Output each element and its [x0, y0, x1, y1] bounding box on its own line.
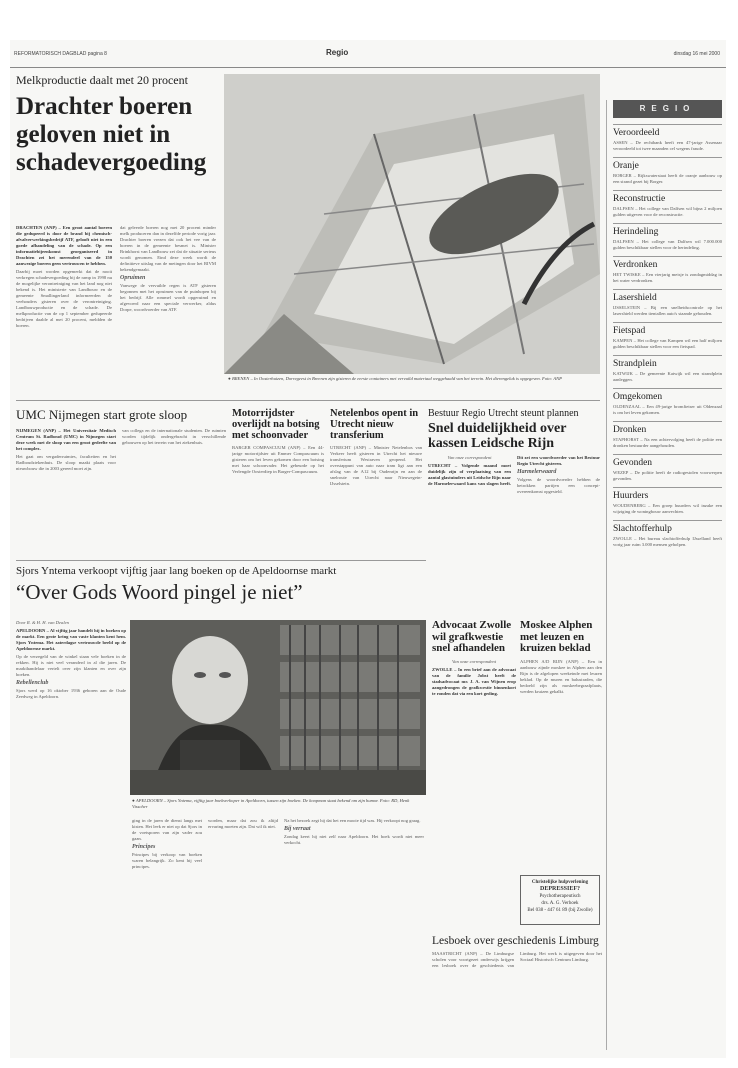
- sidebar-news-text: DALFSEN – Het college van Dalfsen wil bijna 2 miljoen gulden uitgeven voor de reconstructie.: [613, 206, 722, 217]
- article-title: Lesboek over geschiedenis Limburg: [432, 935, 599, 947]
- article-bestuur: [428, 408, 600, 590]
- article-motorrijdster: [232, 408, 324, 500]
- article-text: van collega en de internationale studenten. De ruimten worden tijdelijk ondergebracht in verschillende gebouwen op het terrein van het ziekenhuis.: [122, 428, 226, 445]
- sidebar-news-text: STAPHORST – Na een achtervolging heeft de politie een dronken bestuurder aangehouden.: [613, 437, 722, 448]
- sidebar-news-text: HET TWISKE – Een vierjarig meisje is zondagmiddag in het water verdronken.: [613, 272, 722, 283]
- article-byline: Van onze correspondent: [452, 658, 496, 664]
- sidebar-news-heading: Huurders: [613, 487, 722, 501]
- divider: [16, 560, 426, 561]
- article-lead: DRACHTEN (ANP) – Een groot aantal boeren die gedupeerd is door de brand bij chemisch-afvalverwerkingsbedrijf ATF, gelooft niet in een goede afhandeling van de schade. Op een informatiebijeenkomst georganiseerd in Drachten zei het merendeel van de 150 aanwezige boeren geen vertrouwen te hebben.: [16, 225, 112, 266]
- article-subhead: Bij verraat: [284, 826, 311, 832]
- article-text: Vanwege de vervuilde regen is ATF gisteren begonnen met het opruimen van de puinhopen bij het bedrijf. Alle rommel wordt opgeruimd en afgevoerd naar een speciale verwerker, aldus Dorpe, woordvoerder van ATF.: [120, 283, 216, 312]
- newspaper-page: [10, 40, 726, 1058]
- article-advocaat: [432, 620, 516, 829]
- sidebar-news-heading: Dronken: [613, 421, 722, 435]
- masthead-section: Regio: [326, 48, 349, 57]
- ad-line: Bel 038 - 447 61 89 (bij Zwolle): [527, 908, 593, 913]
- article-lead: APELDOORN – Al vijftig jaar handelt hij in boeken op de markt. Een grote kring van vaste klanten kent hem. Sjors Yntema. Het zaterdagse vertrouwde beeld op de Apeldoornse markt.: [16, 628, 126, 651]
- sidebar-news-item: [613, 124, 722, 152]
- sidebar-list: [613, 124, 722, 548]
- article-text: ALPHEN A/D RIJN (ANP) – Een in aanbouw zijnde moskee in Alphen aan den Rijn is de afgelopen weekeinde met leuzen beklad. Op de muren en balustraden, die bedoeld zijn als moskeebegraafplaats, werden kruizen gekalkt.: [520, 658, 602, 694]
- sidebar-news-item: [613, 520, 722, 548]
- bookseller-photo-illustration: [130, 620, 426, 795]
- article-text: BARGER COMPASCUUM (ANP) – Een 44-jarige motorrijdster uit Emmer Compascuum is gisteren om het leven gekomen door een botsing met haar schoonvader. Het gebeurde op het Verlengde Oosterdiep in Barger-Compascuum.: [232, 445, 324, 475]
- article-title: UMC Nijmegen start grote sloop: [16, 407, 188, 422]
- sidebar-news-text: KATWIJK – De gemeente Katwijk wil een strandplein aanleggen.: [613, 371, 722, 382]
- article-body-col2: [122, 428, 226, 498]
- article-title: Motorrijdster overlijdt na botsing met schoonvader: [232, 408, 320, 442]
- article-title: “Over Gods Woord pingel je niet”: [16, 580, 303, 605]
- sidebar-news-heading: Lasershield: [613, 289, 722, 303]
- article-subhead: Principes: [132, 844, 156, 850]
- article-title: Snel duidelijkheid over kassen Leidsche Rijn: [428, 421, 567, 451]
- sidebar-news-text: DALFSEN – Het college van Dalfsen wil 7.000.000 gulden beschikbaar stellen voor de herindeling.: [613, 239, 722, 250]
- sidebar-news-heading: Slachtofferhulp: [613, 520, 722, 534]
- article-netelenbos: [330, 408, 422, 500]
- sidebar-news-text: KAMPEN – Het college van Kampen wil een half miljoen gulden beschikbaar stellen voor een fietspad.: [613, 338, 722, 349]
- article-body-col1: [16, 428, 116, 498]
- sidebar-news-heading: Gevonden: [613, 454, 722, 468]
- article-umc: [16, 408, 226, 422]
- sidebar-news-item: [613, 388, 722, 416]
- article-text: Het gaat om vergaderruimtes, faculteiten en het Radboudziekenhuis. De sloop maakt plaats voor nieuwbouw die in 2003 gereed moet zijn.: [16, 454, 116, 471]
- article-sjors: [16, 565, 426, 603]
- ad-line: DEPRESSIEF?: [539, 886, 580, 892]
- article-body: [428, 455, 600, 590]
- article-text: Zondag keert hij niet zelf naar Apeldoorn. Het boek wordt niet meer verkocht.: [284, 834, 424, 845]
- sidebar-news-heading: Reconstructie: [613, 190, 722, 204]
- article-subhead: Rebellenclub: [16, 680, 49, 686]
- article-subhead: Harmelerwaard: [517, 469, 557, 476]
- greenhouse-photo-illustration: [224, 74, 600, 374]
- article-drachten: [16, 74, 226, 177]
- article-body-col2: [120, 225, 216, 395]
- sidebar-news-heading: Omgekomen: [613, 388, 722, 402]
- sidebar-news-text: WOUDENBERG – Een groep huurders wil inzake een wijziging de woningbouw aanvechten.: [613, 503, 722, 514]
- article-kicker: Bestuur Regio Utrecht steunt plannen: [428, 408, 579, 419]
- article-lead: ZWOLLE – In een brief aan de advocaat van de familie Jobst heeft de stadsadvocaat mr. J. A. van Wijnen erop aangedrongen de grafkwestie binnenkort te ronden dat via een kort geding.: [432, 666, 516, 696]
- article-text: MAASTRICHT (ANP) – De Limburgse scholen voor voortgezet onderwijs krijgen een lesboek over de geschiedenis van Limburg. Het werk is uitgegeven door het Sociaal Historisch Centrum Limburg.: [432, 951, 602, 969]
- sidebar-news-heading: Strandplein: [613, 355, 722, 369]
- article-body-col4: [284, 818, 424, 1038]
- sidebar-news-text: ZWOLLE – Het bureau slachtofferhulp IJsselland heeft vorig jaar ruim 3.000 mensen geholpen.: [613, 536, 722, 547]
- masthead-left: REFORMATORISCH DAGBLAD pagina 8: [14, 51, 107, 57]
- article-text: UTRECHT (ANP) – Minister Netelenbos van Verkeer heeft gisteren in Utrecht het nieuwe transferium Westraven geopend. Het overstappunt van auto naar tram ligt aan een afslag van de A12 bij Oudenrijn en aan de snelroute van Utrecht naar Nieuwegein-IJsselstein.: [330, 445, 422, 487]
- article-kicker: Melkproductie daalt met 20 procent: [16, 73, 188, 87]
- article-title: Drachter boeren geloven niet in schadevergoeding: [16, 93, 207, 177]
- article-title: Advocaat Zwolle wil grafkwestie snel afhandelen: [432, 619, 512, 655]
- article-text: Op de verzegeld van de winkel staan vele boeken in de rekken. Hij is niet veel veranderd in al die jaren. De markthandelaar vertelt over zijn klanten en over zijn boeken.: [16, 654, 126, 677]
- article-limburg: [432, 935, 602, 1046]
- advertisement: [520, 875, 600, 925]
- masthead-date: dinsdag 16 mei 2000: [673, 51, 720, 57]
- article-body-col1: [16, 225, 112, 395]
- article-text: Daarbij moet worden opgemerkt dat de nooit verkregen schadevergoeding bij de ramp in 1998 nu de mogelijke verontreiniging van het land nog niet bekend is. Het ministerie van Landbouw en de gemeente Smallingerland informeerden de veehouders gisteren over de verontreiniging. Landbouwproductie en de schade. De melkproductie van de op 1 september gedupeerde bedrijven daalde al met 20 procent, meldden de boeren.: [16, 269, 112, 328]
- masthead: [10, 40, 726, 68]
- article-text: dat geleerde boeren nog met 20 procent minder melk produceren dan in dezelfde periode vorig jaar. Drachter boeren vrezen dat ook het vee van de boeren in de gemeente besmet is. Minister Brinkhorst van Landbouw zei dat de situatie serieus wordt genomen. Eind deze week wordt de definitieve uitslag van de metingen door het RIVM bekendgemaakt.: [120, 225, 216, 272]
- sidebar-news-text: OLDENZAAL – Een 49-jarige bromfietser uit Oldenzaal is om het leven gekomen.: [613, 404, 722, 415]
- sidebar-news-text: ASSEN – De rechtbank heeft een 47-jarige Assenaar veroordeeld tot twee maanden cel wegens fraude.: [613, 140, 722, 151]
- article-lead: UTRECHT – Volgende maand moet duidelijk zijn of verplaatsing van een aantal glastuinders uit Leidsche Rijn naar de Harmelerwaard kans van slagen heeft. Dit zei een woordvoerder van het Bestuur Regio Utrecht gisteren.: [428, 455, 600, 487]
- article-title: Moskee Alphen met leuzen en kruizen beklad: [520, 619, 593, 655]
- article-text: Sjors werd op 16 oktober 1936 geboren aan de Oude Zeedweg in Apeldoorn.: [16, 688, 126, 699]
- sidebar-news-item: [613, 421, 722, 449]
- photo-greenhouse: [224, 74, 600, 374]
- photo-caption-text: BRENEN – In Oosterhuizen, Dorregeest in Breenen zijn gisteren de eerste containers met vervuild materiaal weggehaald van het terrein. Het dierengeluk is opgegeven. Foto: ANP: [231, 376, 562, 381]
- article-text: Volgens de woordvoerder hebben de betrokken partijen een concept-overeenkomst opgesteld.: [517, 477, 600, 495]
- photo-caption-text: APELDOORN – Sjors Yntema, vijftig jaar boekverkoper in Apeldoorn, tussen zijn boeken. De koopman staat bekend om zijn humor. Foto: RD, Henk Visscher: [132, 798, 410, 809]
- article-body-col2: [132, 818, 202, 1038]
- photo-caption: ● APELDOORN – Sjors Yntema, vijftig jaar boekverkoper in Apeldoorn, tussen zijn boeken. De koopman staat bekend om zijn humor. Foto: RD, Henk Visscher: [132, 798, 410, 809]
- sidebar-regio: [606, 100, 722, 1050]
- article-byline: Door R. & H. H. van Dealen: [16, 620, 69, 625]
- sidebar-news-item: [613, 256, 722, 284]
- ad-line: Christelijke hulpverlening: [531, 880, 589, 885]
- article-text: Na het bezoek zegt hij dat het een mooie tijd was. Hij verkoopt nog graag.: [284, 818, 421, 823]
- sidebar-news-item: [613, 289, 722, 317]
- article-subhead: Opruimen: [120, 275, 146, 281]
- sidebar-news-item: [613, 322, 722, 350]
- article-lead: NIJMEGEN (ANP) – Het Universitair Medisch Centrum St. Radboud (UMC) in Nijmegen start deze week met de sloop van een groot gedeelte van het complex.: [16, 428, 116, 451]
- article-moskee: [520, 620, 602, 819]
- ad-line: Psychotherapeutisch: [539, 894, 581, 899]
- photo-caption: ● BRENEN – In Oosterhuizen, Dorregeest in Breenen zijn gisteren de eerste containers met vervuild materiaal weggehaald van het terrein. Het dierengeluk is opgegeven. Foto: ANP: [228, 376, 562, 381]
- sidebar-news-heading: Veroordeeld: [613, 124, 722, 138]
- article-title: Netelenbos opent in Utrecht nieuw transferium: [330, 408, 419, 442]
- sidebar-news-item: [613, 223, 722, 251]
- sidebar-news-heading: Oranje: [613, 157, 722, 171]
- sidebar-news-text: BORGER – Rijkswaterstaat heeft de oranje aanbouw op een strand gezet bij Borger.: [613, 173, 722, 184]
- sidebar-news-item: [613, 355, 722, 383]
- divider: [16, 400, 600, 401]
- article-text: Principes bij verkoop van boeken waren belangrijk. Zo kent hij veel principes.: [132, 852, 202, 869]
- sidebar-news-heading: Herindeling: [613, 223, 722, 237]
- article-body-col3: [208, 818, 278, 1038]
- article-body: [432, 659, 516, 829]
- article-byline: Van onze correspondent: [447, 455, 492, 461]
- article-body-col1: [16, 620, 126, 1035]
- sidebar-news-item: [613, 487, 722, 515]
- sidebar-news-heading: Fietspad: [613, 322, 722, 336]
- sidebar-news-text: WEZEP – De politie heeft de radiogestolen voorwerpen gevonden.: [613, 470, 722, 481]
- sidebar-news-heading: Verdronken: [613, 256, 722, 270]
- ad-line: drs. A. G. Verhoek: [541, 901, 579, 906]
- sidebar-news-item: [613, 190, 722, 218]
- sidebar-news-item: [613, 454, 722, 482]
- sidebar-news-item: [613, 157, 722, 185]
- article-text: worden, maar dat zou ik altijd ervaring moeten zijn. Dat wil ik niet.: [208, 818, 278, 829]
- article-text: ging in de jaren de dienst langs met kisten. Het leek er niet op dat Sjors in de voetsporen van zijn vader zou gaan.: [132, 818, 202, 841]
- sidebar-title: REGIO: [613, 100, 722, 118]
- article-kicker: Sjors Yntema verkoopt vijftig jaar lang boeken op de Apeldoornse markt: [16, 565, 337, 577]
- sidebar-news-text: IJSSELSTEIN – Bij een snelheidscontrole op het lasershield werden tientallen auto's staande gehouden.: [613, 305, 722, 316]
- photo-bookseller: [130, 620, 426, 795]
